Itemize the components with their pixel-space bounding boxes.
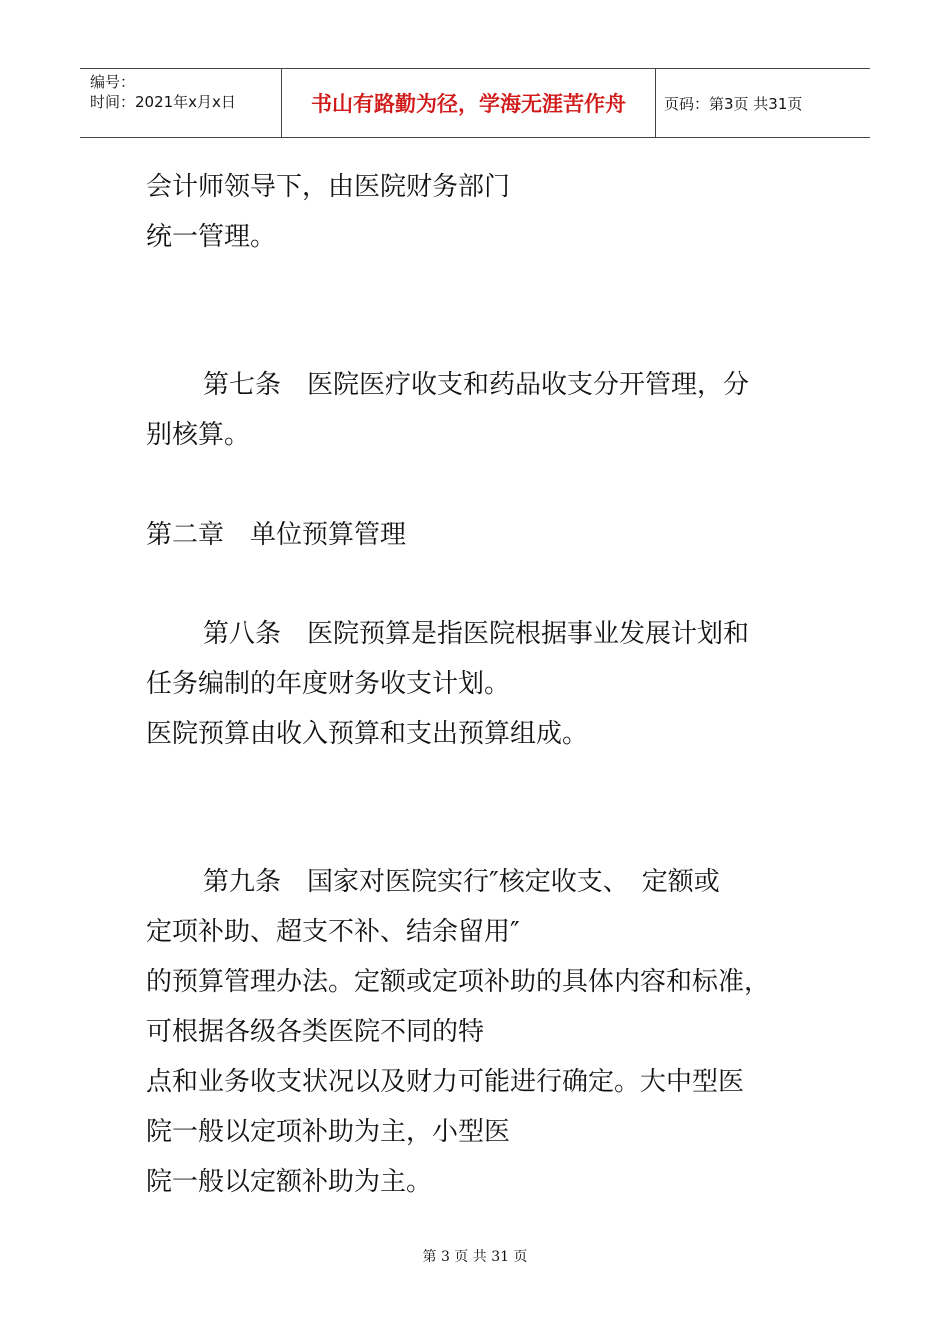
body-line: 院一般以定额补助为主。 — [146, 1167, 433, 1197]
page-footer: 第 3 页 共 31 页 — [422, 1249, 528, 1265]
header-page-info: 页码：第3页 共31页 — [664, 94, 803, 113]
body-line: 会计师领导下，由医院财务部门 — [146, 172, 511, 202]
body-line: 院一般以定项补助为主，小型医 — [146, 1117, 511, 1147]
header-meta — [80, 69, 282, 137]
body-line: 统一管理。 — [146, 222, 277, 252]
body-line: 别核算。 — [146, 420, 251, 450]
chapter-heading: 第二章 单位预算管理 — [146, 520, 407, 550]
document-time-label: 时间：2021年x月x日 — [90, 93, 236, 111]
article-7-heading: 第七条 医院医疗收支和药品收支分开管理，分 — [203, 370, 750, 400]
body-line: 点和业务收支状况以及财力可能进行确定。大中型医 — [146, 1067, 745, 1097]
body-line: 医院预算由收入预算和支出预算组成。 — [146, 719, 589, 749]
document-number-label: 编号： — [90, 73, 136, 91]
body-line: 的预算管理办法。定额或定项补助的具体内容和标准， — [146, 967, 771, 997]
page-header — [80, 68, 870, 138]
article-8-heading: 第八条 医院预算是指医院根据事业发展计划和 — [203, 619, 750, 649]
body-line: 可根据各级各类医院不同的特 — [146, 1017, 485, 1047]
body-line: 任务编制的年度财务收支计划。 — [146, 669, 511, 699]
body-line: 定项补助、超支不补、结余留用″ — [146, 917, 520, 947]
header-motto: 书山有路勤为径，学海无涯苦作舟 — [282, 69, 656, 137]
article-9-heading: 第九条 国家对医院实行″核定收支、 定额或 — [203, 867, 720, 897]
